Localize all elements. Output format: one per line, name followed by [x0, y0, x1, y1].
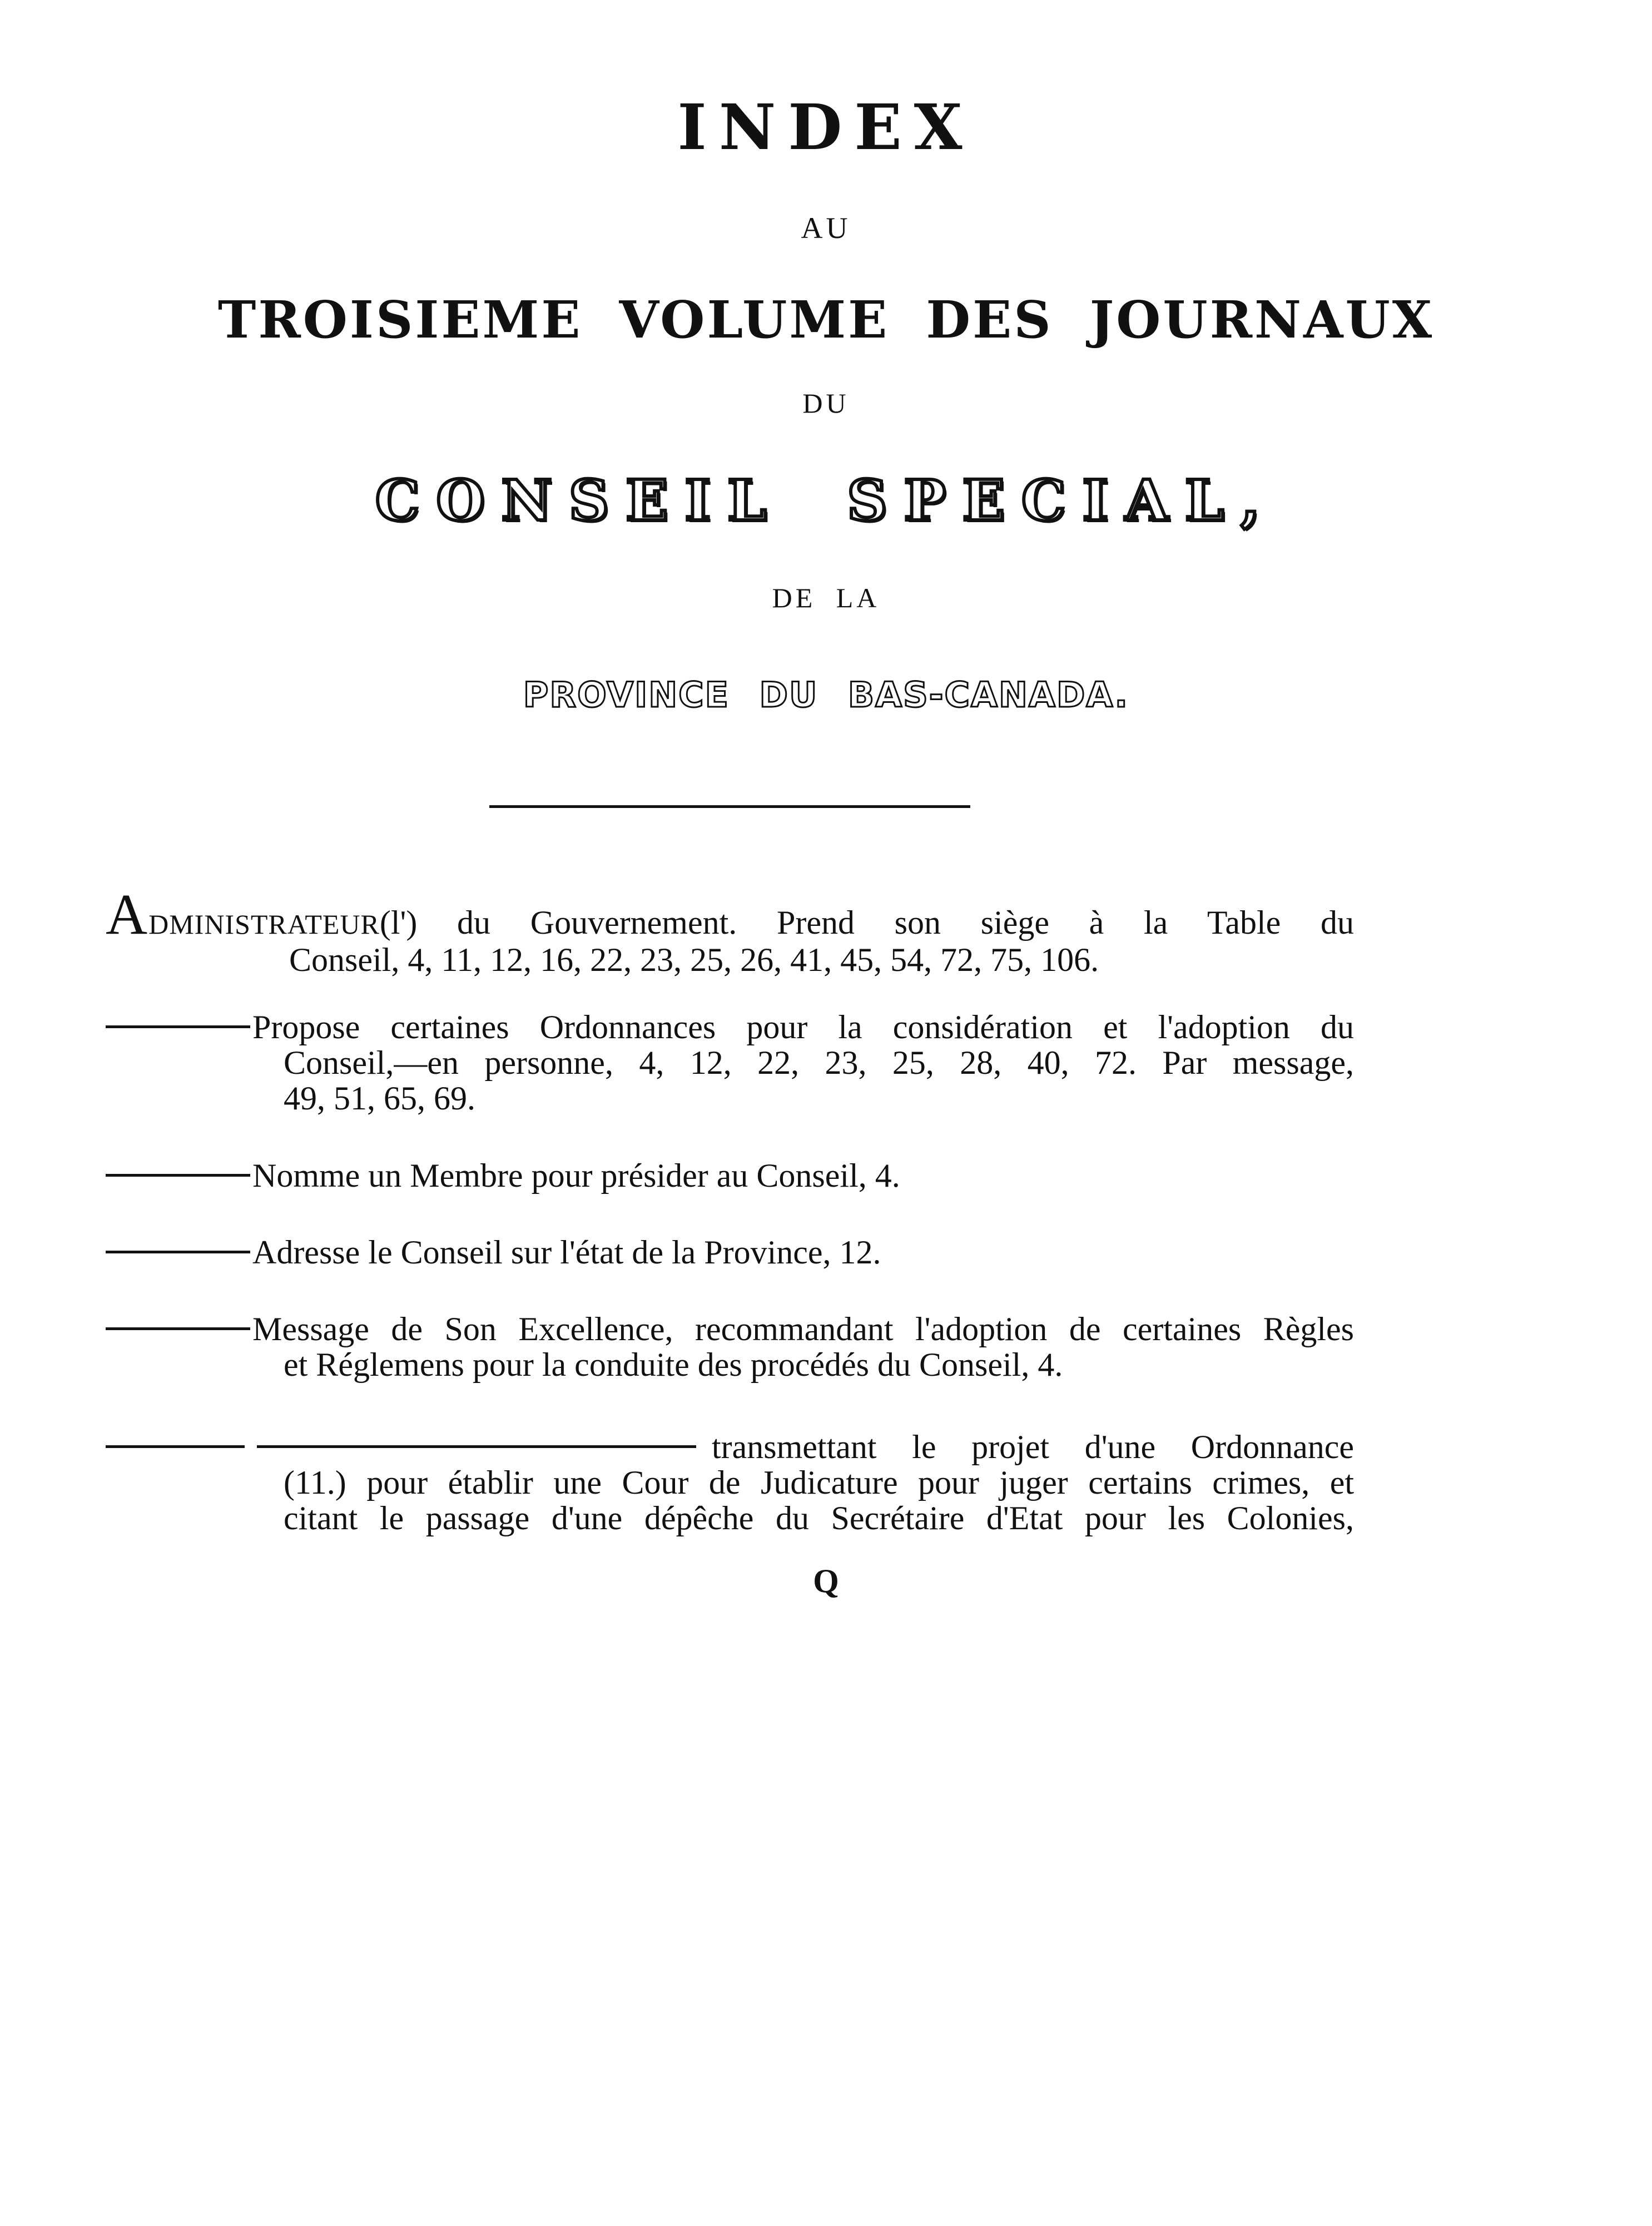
province-title: PROVINCE DU BAS-CANADA.: [523, 675, 1129, 715]
entry-text: Adresse le Conseil sur l'état de la Province, 12.: [252, 1234, 881, 1271]
entry-text: Conseil, 4, 11, 12, 16, 22, 23, 25, 26, 41, 45, 54, 72, 75, 106.: [289, 941, 1099, 978]
index-entry-administrateur: [106, 883, 1354, 978]
entry-line: [106, 942, 1354, 978]
entry-line: [106, 1235, 1354, 1270]
entry-line: [106, 1080, 1354, 1116]
index-entry-adresse: [106, 1235, 1354, 1270]
drop-cap: A: [106, 883, 148, 946]
entry-line: [106, 1311, 1354, 1347]
title-divider-rule: [489, 805, 970, 808]
ditto-dash-group: [106, 1455, 696, 1458]
index-entry-message: [106, 1311, 1354, 1382]
entry-text: Conseil,—en personne, 4, 12, 22, 23, 25, 28, 40, 72. Par message,: [284, 1044, 1354, 1081]
title-connector-au: AU: [801, 211, 851, 245]
index-entry-nomme: [106, 1158, 1354, 1193]
entry-line: [106, 1347, 1354, 1382]
entry-text: citant le passage d'une dépêche du Secrétaire d'Etat pour les Colonies,: [284, 1500, 1354, 1536]
ditto-dash: [106, 1251, 250, 1253]
ditto-dash: [106, 1174, 250, 1177]
index-entry-transmettant: [106, 1429, 1354, 1536]
entry-line: [106, 1158, 1354, 1193]
entry-text: (l') du Gouvernement. Prend son siège à la Table du: [379, 904, 1354, 941]
ditto-dash: [106, 1327, 250, 1330]
entry-heading: [106, 883, 380, 946]
entry-text: (11.) pour établir une Cour de Judicature pour juger certains crimes, et: [284, 1464, 1354, 1501]
entry-line: [106, 1009, 1354, 1045]
volume-title: TROISIEME VOLUME DES JOURNAUX: [217, 290, 1435, 350]
entry-text: Message de Son Excellence, recommandant l'adoption de certaines Règles: [252, 1311, 1354, 1347]
ditto-dash: [106, 1445, 245, 1448]
entry-line: [106, 1429, 1354, 1465]
entry-line: [106, 883, 1354, 946]
title-connector-dela: DE LA: [772, 582, 880, 613]
council-title: CONSEIL SPECIAL,: [375, 468, 1277, 533]
entry-line: [106, 1045, 1354, 1080]
entry-text: Propose certaines Ordonnances pour la considération et l'adoption du: [252, 1009, 1354, 1045]
heading-smallcaps: DMINISTRATEUR: [148, 909, 380, 940]
title-connector-du: DU: [802, 388, 850, 419]
ditto-dash-long: [257, 1445, 696, 1448]
entry-line: [106, 1465, 1354, 1500]
page-title: INDEX: [677, 91, 975, 164]
entry-text: et Réglemens pour la conduite des procédés du Conseil, 4.: [284, 1346, 1063, 1383]
entry-text: Nomme un Membre pour présider au Conseil, 4.: [252, 1157, 900, 1194]
entry-text: transmettant le projet d'une Ordonnance: [712, 1429, 1354, 1465]
entry-line: [106, 1500, 1354, 1536]
index-entry-propose: [106, 1009, 1354, 1116]
ditto-dash: [106, 1025, 250, 1028]
entry-text: 49, 51, 65, 69.: [284, 1080, 475, 1117]
signature-mark: Q: [813, 1563, 839, 1599]
